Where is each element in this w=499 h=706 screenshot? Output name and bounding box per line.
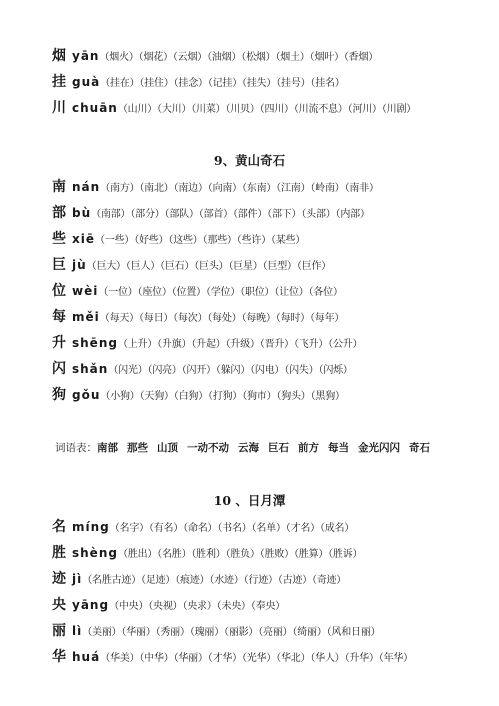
word-list: （南方）（南北）（南边）（向南）（东南）（江南）（岭南）（南非） <box>100 183 379 194</box>
pinyin: míng <box>72 520 110 534</box>
vocabulary-word: 那些 <box>127 442 148 454</box>
vocabulary-word: 南部 <box>97 442 118 454</box>
hanzi: 华 <box>52 649 66 665</box>
hanzi: 丽 <box>52 623 66 639</box>
vocabulary-word: 云海 <box>238 442 259 454</box>
word-list: （胜出）（名胜）（胜利）（胜负）（胜败）（胜算）（胜诉） <box>117 549 363 560</box>
pinyin: xiē <box>72 232 95 246</box>
pinyin: jì <box>72 572 83 586</box>
vocabulary-word: 一动不动 <box>187 442 229 454</box>
hanzi: 南 <box>52 179 66 195</box>
word-list: （闪光）（闪亮）（闪开）（躲闪）（闪电）（闪失）（闪烁） <box>108 365 353 376</box>
pinyin: shēng <box>72 336 118 350</box>
word-list: （名胜古迹）（足迹）（痕迹）（水迹）（行迹）（古迹）（奇迹） <box>82 575 347 586</box>
vocabulary-word: 巨石 <box>268 442 289 454</box>
word-list: （南部）（部分）（部队）（部首）（部件）（部下）（头部）（内部） <box>91 209 370 220</box>
word-list: （山川）（大川）（川菜）（川贝）（四川）（川流不息）（河川）（川剧） <box>117 104 417 115</box>
hanzi: 挂 <box>52 74 66 90</box>
hanzi: 位 <box>52 283 66 299</box>
word-list: （上升）（升旗）（升起）（升级）（晋升）（飞升）（公升） <box>117 339 363 350</box>
vocab-row-bu <box>52 203 370 225</box>
hanzi: 些 <box>52 231 66 247</box>
hanzi: 迹 <box>52 571 66 587</box>
vocabulary-label: 词语表： <box>55 442 97 454</box>
word-list: （一位）（座位）（位置）（学位）（职位）（让位）（各位） <box>98 287 343 298</box>
pinyin: huá <box>72 650 101 664</box>
hanzi: 闪 <box>52 361 66 377</box>
vocab-row-chuan <box>52 98 416 120</box>
vocab-row-ju <box>52 255 331 277</box>
word-list: （烟火）（烟花）（云烟）（油烟）（松烟）（烟土）（烟叶）（香烟） <box>99 52 379 63</box>
hanzi: 狗 <box>52 387 66 403</box>
word-list: （美丽）（华丽）（秀丽）（瑰丽）（丽影）（亮丽）（绮丽）（风和日丽） <box>82 627 381 638</box>
word-list: （名字）（有名）（命名）（书名）（名单）（才名）（成名） <box>109 523 355 534</box>
word-list: （每天）（每日）（每次）（每处）（每晚）（每时）（每年） <box>99 313 345 324</box>
hanzi: 胜 <box>52 545 66 561</box>
pinyin: guà <box>72 75 101 89</box>
word-list: （巨大）（巨人）（巨石）（巨头）（巨星）（巨型）（巨作） <box>86 261 332 272</box>
pinyin: yāng <box>72 598 110 612</box>
vocabulary-word: 山顶 <box>157 442 178 454</box>
lesson-9-title: 9、黄山奇石 <box>213 153 286 168</box>
pinyin: shèng <box>72 546 118 560</box>
pinyin: nán <box>72 180 101 194</box>
hanzi: 烟 <box>52 48 66 64</box>
hanzi: 央 <box>52 597 66 613</box>
vocab-row-mei <box>52 307 344 329</box>
pinyin: shǎn <box>72 362 109 376</box>
word-list: （挂在）（挂住）（挂念）（记挂）（挂失）（挂号）（挂名） <box>100 78 345 89</box>
vocab-row-hua <box>52 647 413 669</box>
pinyin: měi <box>72 310 100 324</box>
vocab-row-li <box>52 621 380 643</box>
vocab-row-gou <box>52 385 345 407</box>
pinyin: chuān <box>72 101 118 115</box>
pinyin: lì <box>72 624 83 638</box>
word-list: （华美）（中华）（华丽）（才华）（光华）（华北）（华人）（升华）（年华） <box>100 653 413 664</box>
vocab-row-gua <box>52 72 345 94</box>
word-list: （中央）（央视）（央求）（未央）（奉央） <box>109 601 286 612</box>
vocab-row-wei <box>52 281 343 303</box>
pinyin: gǒu <box>72 388 101 402</box>
lesson-10-title: 10 、日月潭 <box>213 493 286 508</box>
vocab-row-sheng <box>52 333 362 355</box>
word-list: （小狗）（天狗）（白狗）（打狗）（狗市）（狗头）（黑狗） <box>100 391 345 402</box>
hanzi: 巨 <box>52 257 66 273</box>
vocabulary-word: 前方 <box>298 442 319 454</box>
vocab-row-xie <box>52 229 305 251</box>
hanzi: 部 <box>52 205 66 221</box>
vocab-row-yang <box>52 595 285 617</box>
pinyin: yān <box>72 49 100 63</box>
vocab-row-ji <box>52 569 346 591</box>
hanzi: 名 <box>52 519 66 535</box>
vocabulary-word: 金光闪闪 <box>358 442 400 454</box>
vocabulary-word: 每当 <box>328 442 349 454</box>
pinyin: bù <box>72 206 92 220</box>
pinyin: wèi <box>72 284 99 298</box>
vocab-row-shan <box>52 359 353 381</box>
vocab-row-ming <box>52 517 354 539</box>
pinyin: jù <box>72 258 87 272</box>
vocab-row-nan <box>52 177 379 199</box>
hanzi: 川 <box>52 100 66 116</box>
hanzi: 升 <box>52 335 66 351</box>
word-list: （一些）（好些）（这些）（那些）（些许）（某些） <box>95 235 306 246</box>
hanzi: 每 <box>52 309 66 325</box>
vocab-row-sheng2 <box>52 543 362 565</box>
vocabulary-word: 奇石 <box>409 442 430 454</box>
vocabulary-list <box>55 440 439 455</box>
vocab-row-yan <box>52 46 378 68</box>
